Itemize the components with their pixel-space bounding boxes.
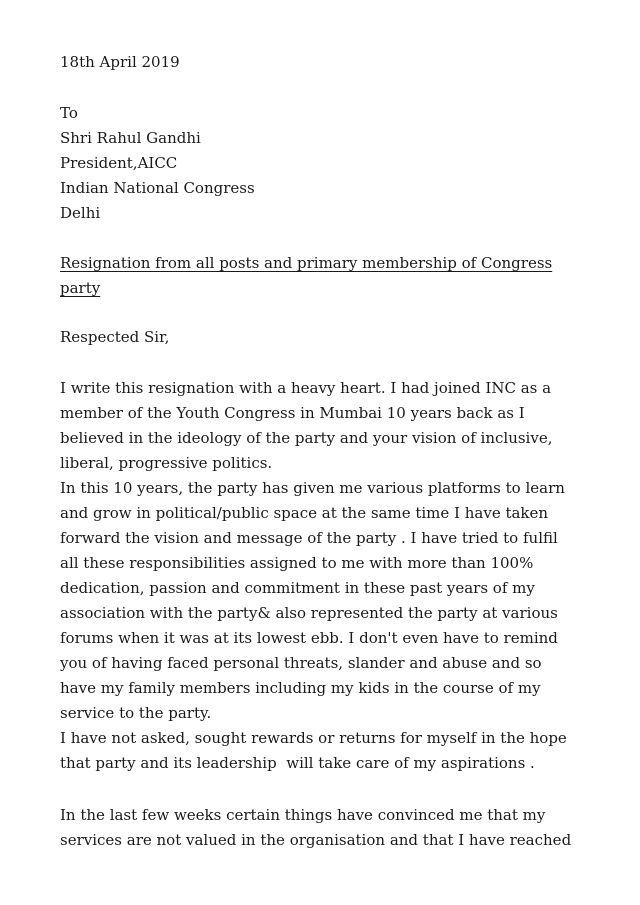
body-line: all these responsibilities assigned to me with more than 100%: [60, 554, 534, 572]
salutation: Respected Sir,: [60, 328, 170, 346]
body-line: liberal, progressive politics.: [60, 454, 273, 472]
body-line: you of having faced personal threats, slander and abuse and so: [60, 654, 542, 672]
to-label: To: [60, 104, 78, 122]
body-line: In the last few weeks certain things have convinced me that my: [60, 806, 546, 824]
body-line: services are not valued in the organisation and that I have reached: [60, 831, 572, 849]
recipient-block: [60, 101, 600, 226]
body-line: forward the vision and message of the party . I have tried to fulfil: [60, 529, 558, 547]
body-line: that party and its leadership will take care of my aspirations .: [60, 754, 535, 772]
letter-body-continued: [60, 803, 600, 853]
body-line: have my family members including my kids in the course of my: [60, 679, 541, 697]
salutation-block: [60, 325, 600, 350]
recipient-name: Shri Rahul Gandhi: [60, 129, 201, 147]
body-line: In this 10 years, the party has given me various platforms to learn: [60, 479, 565, 497]
recipient-city: Delhi: [60, 204, 101, 222]
body-line: I have not asked, sought rewards or returns for myself in the hope: [60, 729, 567, 747]
recipient-title: President,AICC: [60, 154, 178, 172]
letter-date-block: [60, 50, 600, 75]
subject-block: [60, 251, 600, 301]
body-line: believed in the ideology of the party and your vision of inclusive,: [60, 429, 553, 447]
subject-line-2: party: [60, 279, 101, 297]
body-line: member of the Youth Congress in Mumbai 10 years back as I: [60, 404, 525, 422]
body-line: association with the party& also represented the party at various: [60, 604, 558, 622]
body-line: service to the party.: [60, 704, 212, 722]
letter-body: [60, 376, 600, 776]
body-line: dedication, passion and commitment in these past years of my: [60, 579, 535, 597]
recipient-organization: Indian National Congress: [60, 179, 255, 197]
subject-line-1: Resignation from all posts and primary membership of Congress: [60, 254, 553, 272]
letter-date: 18th April 2019: [60, 53, 180, 71]
body-line: and grow in political/public space at the same time I have taken: [60, 504, 549, 522]
body-line: forums when it was at its lowest ebb. I don't even have to remind: [60, 629, 558, 647]
body-line: I write this resignation with a heavy heart. I had joined INC as a: [60, 379, 552, 397]
